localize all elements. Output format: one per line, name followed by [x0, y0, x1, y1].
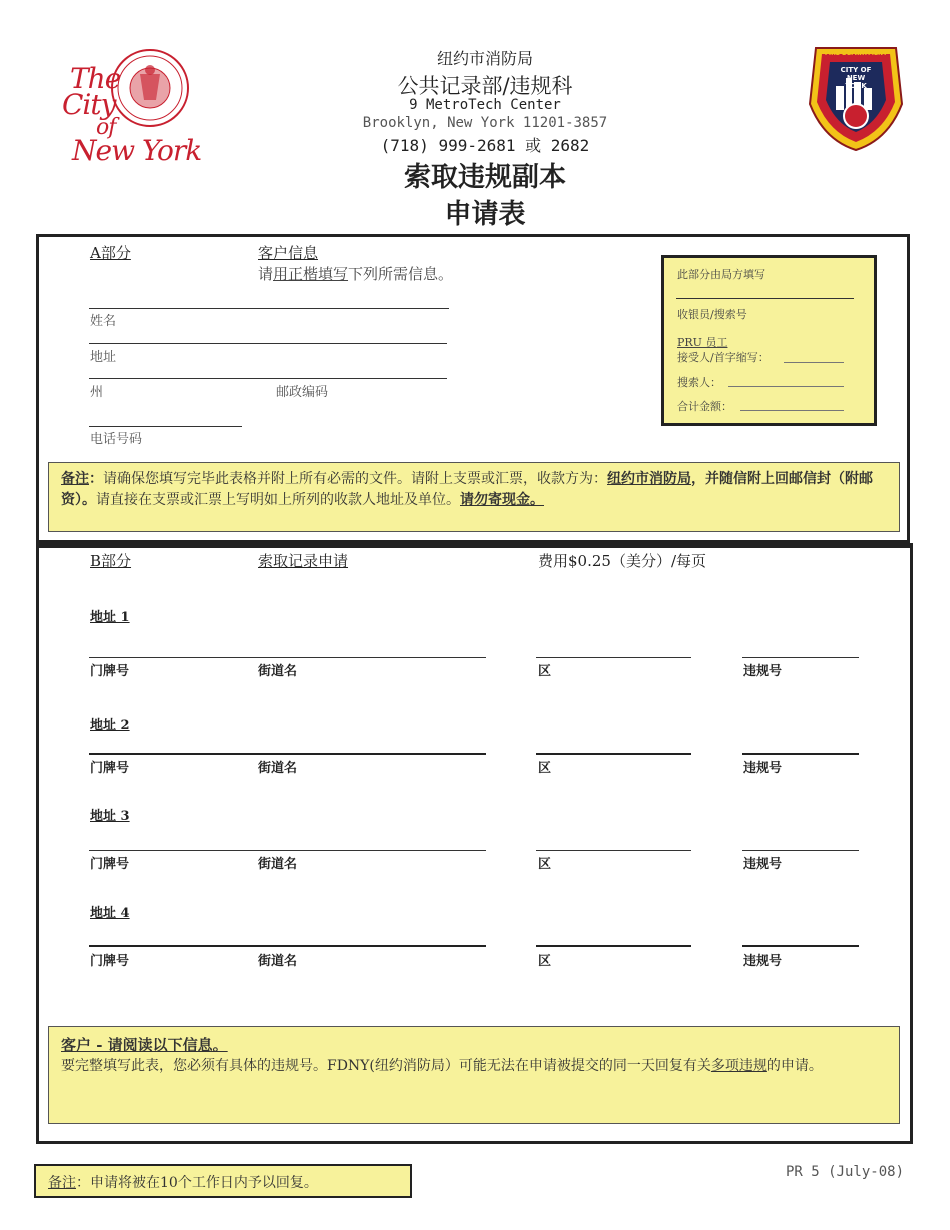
- searcher-label: 搜索人：: [677, 376, 721, 389]
- note-payee: 纽约市消防局: [607, 471, 691, 487]
- fdny-shield-icon: [808, 44, 904, 152]
- zip-label: 邮政编码: [276, 385, 329, 400]
- address-1-borough-field[interactable]: [536, 657, 691, 658]
- address-field[interactable]: [89, 343, 447, 344]
- form-subtitle: 申请表: [444, 199, 526, 230]
- address-1-violation-field[interactable]: [742, 657, 859, 658]
- address-heading-2: 地址 2: [90, 718, 130, 733]
- address-1-borough-label: 区: [538, 664, 552, 679]
- address-3-street-field[interactable]: [89, 850, 486, 851]
- address-3-house-label: 门牌号: [90, 857, 130, 872]
- customer-note-title: 客户 - 请阅读以下信息。: [61, 1036, 228, 1054]
- section-a-label: A部分: [90, 244, 131, 262]
- instr-post: 下列所需信息。: [348, 265, 454, 283]
- office-use-title: 此部分由局方填写: [677, 268, 765, 281]
- receiver-field[interactable]: [784, 362, 844, 363]
- customer-note-underlined: 多项违规: [710, 1058, 767, 1074]
- customer-note-text-2: 的申请。: [766, 1058, 823, 1074]
- address-2-violation-field[interactable]: [742, 753, 859, 755]
- section-b-fee: 费用$0.25（美分）/每页: [538, 552, 706, 570]
- header-phone: (718) 999-2681 或 2682: [380, 136, 590, 155]
- address-3-street-label: 街道名: [258, 857, 298, 872]
- form-code: PR 5 (July-08): [786, 1164, 905, 1180]
- receiver-label: 接受人/首字缩写：: [677, 351, 769, 364]
- note-text-2: ，并随信附上回邮信封（附邮资）。: [61, 471, 873, 508]
- cashier-label: 收银员/搜索号: [677, 308, 747, 321]
- section-a-note: [48, 462, 900, 532]
- address-1-street-label: 街道名: [258, 664, 298, 679]
- form-title: 索取违规副本: [404, 162, 566, 193]
- footer-note: [34, 1164, 412, 1198]
- address-3-violation-field[interactable]: [742, 850, 859, 851]
- address-4-violation-field[interactable]: [742, 945, 859, 947]
- name-field[interactable]: [89, 308, 449, 309]
- address-1-violation-label: 违规号: [743, 664, 783, 679]
- pru-label: PRU 员工: [677, 336, 728, 349]
- dept-name: 纽约市消防局: [436, 49, 533, 68]
- section-b-label: B部分: [90, 552, 132, 570]
- name-label: 姓名: [90, 314, 117, 329]
- total-field[interactable]: [740, 410, 844, 411]
- address-2-street-label: 街道名: [258, 761, 298, 776]
- fdny-logo: [808, 44, 904, 152]
- footer-note-label: 备注: [48, 1175, 76, 1191]
- state-label: 州: [90, 385, 104, 400]
- customer-note: [48, 1026, 900, 1124]
- fdny-text-top: FIRE DEPARTMENT: [824, 50, 888, 57]
- section-b-title: 索取记录申请: [258, 552, 349, 570]
- note-no-cash: 请勿寄现金。: [460, 492, 544, 508]
- note-colon: ：: [89, 471, 103, 487]
- address-4-street-field[interactable]: [89, 945, 486, 947]
- address-3-violation-label: 违规号: [743, 857, 783, 872]
- state-zip-field[interactable]: [89, 378, 447, 379]
- address-2-street-field[interactable]: [89, 753, 486, 755]
- address-2-house-label: 门牌号: [90, 761, 130, 776]
- fdny-text-mid: CITY OF NEW YORK: [840, 66, 872, 90]
- section-a-title: 客户信息: [258, 244, 319, 262]
- address-heading-4: 地址 4: [90, 906, 130, 921]
- address-4-borough-label: 区: [538, 954, 552, 969]
- address-4-street-label: 街道名: [258, 954, 298, 969]
- city-of-new-york-logo: [52, 44, 202, 167]
- division-name: 公共记录部/违规科: [397, 74, 573, 98]
- address-4-house-label: 门牌号: [90, 954, 130, 969]
- instr-pre: 请: [258, 265, 274, 283]
- address-label: 地址: [90, 350, 117, 365]
- address-heading-3: 地址 3: [90, 809, 130, 824]
- customer-note-body: [61, 1055, 889, 1077]
- logo-of: of: [96, 115, 116, 140]
- section-a-instruction: [258, 263, 453, 284]
- office-use-line-1[interactable]: [676, 298, 854, 299]
- header-address-1: 9 MetroTech Center: [409, 97, 561, 113]
- address-heading-1: 地址 1: [90, 610, 130, 625]
- phone-label: 电话号码: [90, 432, 143, 447]
- address-3-borough-label: 区: [538, 857, 552, 872]
- note-text-3: 请直接在支票或汇票上写明如上所列的收款人地址及单位。: [96, 492, 460, 508]
- address-2-borough-field[interactable]: [536, 753, 691, 755]
- instr-underlined: 用正楷填写: [273, 265, 349, 283]
- logo-the: The: [70, 62, 121, 95]
- phone-field[interactable]: [89, 426, 242, 427]
- logo-new-york: New York: [72, 134, 202, 167]
- note-text-1: 请确保您填写完毕此表格并附上所有必需的文件。请附上支票或汇票，收款方为：: [103, 471, 607, 487]
- address-3-borough-field[interactable]: [536, 850, 691, 851]
- address-4-violation-label: 违规号: [743, 954, 783, 969]
- total-label: 合计金额：: [677, 400, 732, 413]
- header-address-2: Brooklyn, New York 11201-3857: [362, 115, 608, 131]
- address-1-house-label: 门牌号: [90, 664, 130, 679]
- address-2-violation-label: 违规号: [743, 761, 783, 776]
- searcher-field[interactable]: [728, 386, 844, 387]
- note-label: 备注: [61, 471, 89, 487]
- address-2-borough-label: 区: [538, 761, 552, 776]
- address-4-borough-field[interactable]: [536, 945, 691, 947]
- logo-city: City: [62, 88, 116, 121]
- footer-note-text: ：申请将被在10个工作日内予以回复。: [76, 1175, 318, 1191]
- customer-note-text-1: 要完整填写此表，您必须有具体的违规号。FDNY(纽约消防局）可能无法在申请被提交的同一天回复有关: [61, 1058, 711, 1074]
- address-1-street-field[interactable]: [89, 657, 486, 658]
